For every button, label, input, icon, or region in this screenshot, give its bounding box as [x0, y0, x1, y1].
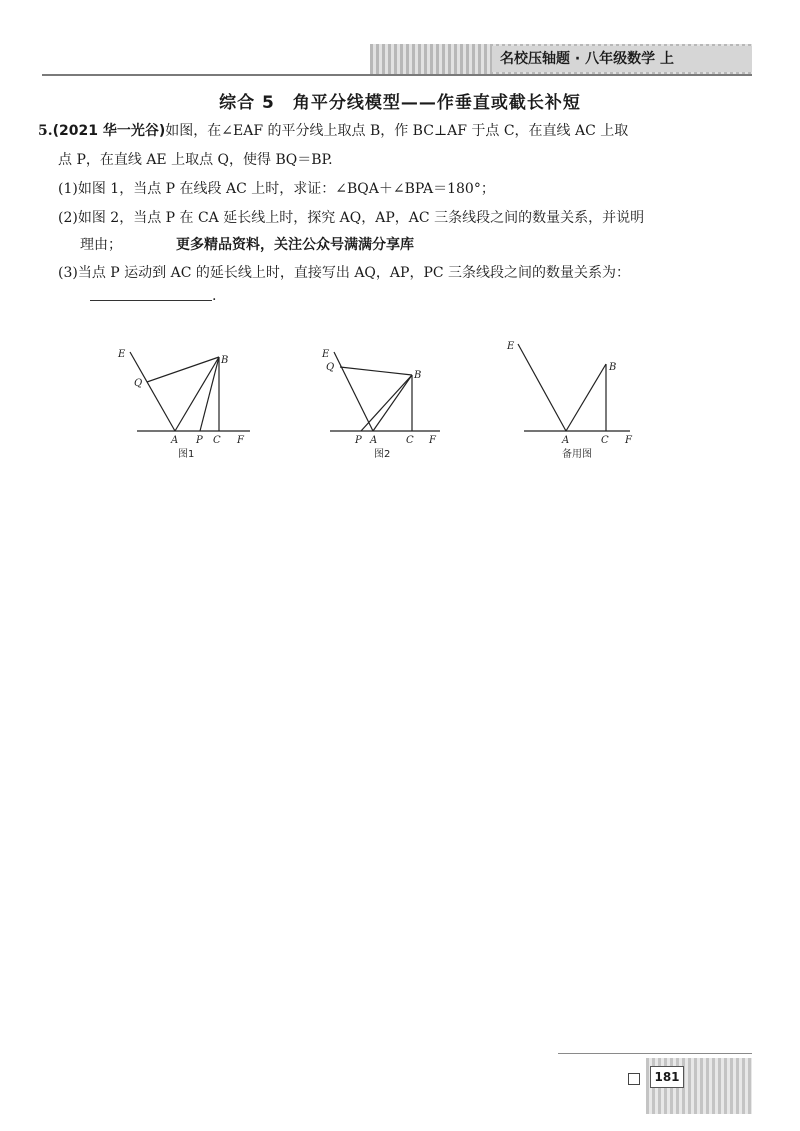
fig3-label-b: B [609, 362, 617, 373]
fig2-label-b: B [414, 370, 422, 381]
fig2-label-e: E [322, 349, 330, 360]
figure-1 [117, 349, 250, 460]
square-marker-icon [628, 1073, 640, 1085]
fig2-caption: 图2 [374, 449, 391, 460]
fig3-label-c: C [601, 435, 609, 446]
fig1-label-a: A [171, 435, 179, 446]
fig3-line-ab [566, 364, 606, 431]
part2-text-line1: (2)如图 2，当点 P 在 CA 延长线上时，探究 AQ，AP，AC 三条线段之间的数量关系，并说明 [58, 210, 645, 226]
fig1-label-q: Q [134, 378, 143, 389]
fig2-line-bq [340, 367, 412, 375]
part3-text: (3)当点 P 运动到 AC 的延长线上时，直接写出 AQ，AP，PC 三条线段之间的数量关系为： [58, 265, 631, 281]
fig1-line-ab [175, 357, 219, 431]
fig1-caption: 图1 [178, 449, 195, 460]
problem-stem-line1 [38, 120, 628, 140]
fig2-label-c: C [406, 435, 414, 446]
fig3-caption: 备用图 [562, 449, 592, 460]
fig2-label-a: A [370, 435, 378, 446]
figure-3 [506, 341, 633, 460]
part1-text: (1)如图 1，当点 P 在线段 AC 上时，求证：∠BQA＋∠BPA＝180°； [58, 181, 495, 197]
fig3-label-a: A [562, 435, 570, 446]
fig1-line-bp [200, 357, 219, 431]
footer-divider [558, 1053, 752, 1054]
section-title: 综合 5 角平分线模型——作垂直或截长补短 [219, 93, 581, 113]
part2-reason: 理由； [80, 237, 122, 253]
fig1-label-c: C [213, 435, 221, 446]
problem-source: (2021 华一光谷) [52, 123, 166, 139]
problem-stem-text: 如图，在∠EAF 的平分线上取点 B，作 BC⊥AF 于点 C，在直线 AC 上取 [165, 123, 629, 139]
figure-2 [321, 349, 440, 460]
fig2-line-bp [361, 375, 412, 431]
fig2-label-q: Q [326, 362, 335, 373]
fig2-label-f: F [429, 435, 436, 446]
fig2-line-ab [373, 375, 412, 431]
answer-blank-period: . [212, 288, 217, 304]
page-number: 181 [650, 1066, 684, 1088]
fig1-label-p: P [196, 435, 203, 446]
part2-text-line2 [80, 234, 414, 254]
fig1-label-b: B [221, 355, 229, 366]
answer-blank [90, 300, 212, 301]
fig3-label-f: F [625, 435, 632, 446]
fig1-line-ae [130, 352, 175, 431]
fig2-line-ae [334, 352, 373, 431]
problem-number: 5. [38, 123, 53, 139]
fig1-label-e: E [118, 349, 126, 360]
header-divider [42, 74, 752, 76]
problem-stem-line2: 点 P，在直线 AE 上取点 Q，使得 BQ＝BP. [58, 152, 333, 168]
fig3-label-e: E [507, 341, 515, 352]
geometry-figures [0, 330, 800, 470]
promo-text: 更多精品资料，关注公众号满满分享库 [176, 237, 414, 253]
fig3-line-ae [518, 344, 566, 431]
fig1-label-f: F [237, 435, 244, 446]
book-series-title: 名校压轴题 · 八年级数学 上 [492, 46, 752, 72]
fig2-label-p: P [355, 435, 362, 446]
fig1-line-bq [147, 357, 219, 382]
